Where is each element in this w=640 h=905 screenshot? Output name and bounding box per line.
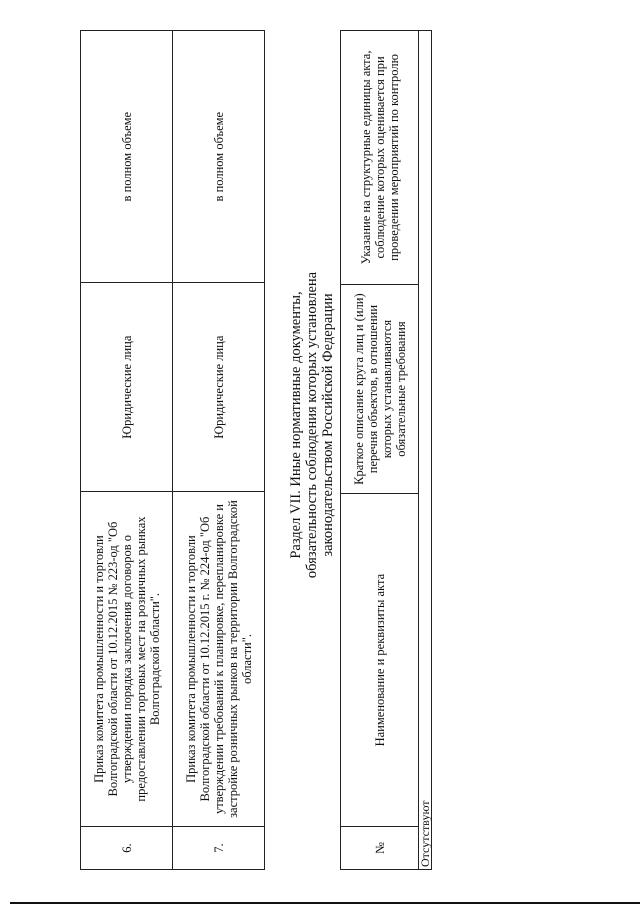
bottom-rule bbox=[0, 885, 640, 905]
persons-cell: Юридические лица bbox=[173, 283, 265, 492]
persons-cell: Юридические лица bbox=[81, 283, 173, 492]
section-heading-line: законодательством Российской Федерации bbox=[320, 293, 336, 557]
act-name-cell: Приказ комитета промышленности и торговли Волгоградской области от 10.12.2015 г. № 224-од "Об утверждении требований к планировке, перепланировке и застройке розничных рынков на территории Волгоградской области". bbox=[173, 492, 265, 827]
regulations-table bbox=[80, 30, 265, 870]
section-heading bbox=[288, 65, 336, 785]
header-act-name: Наименование и реквизиты акта bbox=[341, 494, 419, 827]
header-persons: Краткое описание круга лиц и (или) перечня объектов, в отношении которых устанавливаются обязательные требования bbox=[341, 284, 419, 493]
table-row bbox=[419, 31, 432, 870]
section-heading-line: Раздел VII. Иные нормативные документы, bbox=[288, 291, 304, 559]
table-header-row bbox=[341, 31, 419, 870]
header-number: № bbox=[341, 826, 419, 869]
empty-row-text: Отсутствуют bbox=[419, 31, 432, 870]
table-row bbox=[173, 31, 265, 870]
row-number: 7. bbox=[173, 827, 265, 870]
other-documents-table bbox=[340, 30, 432, 870]
act-name-cell: Приказ комитета промышленности и торговли Волгоградской области от 10.12.2015 № 223-од "Об утверждении порядка заключения договоров о предоставлении торговых мест на розничных рынках Волгоградской области". bbox=[81, 492, 173, 827]
scope-cell: в полном объеме bbox=[173, 31, 265, 283]
table-row bbox=[81, 31, 173, 870]
header-scope: Указание на структурные единицы акта, соблюдение которых оценивается при проведении мероприятий по контролю bbox=[341, 31, 419, 285]
scope-cell: в полном объеме bbox=[81, 31, 173, 283]
row-number: 6. bbox=[81, 827, 173, 870]
section-heading-line: обязательность соблюдения которых установлена bbox=[304, 271, 320, 579]
